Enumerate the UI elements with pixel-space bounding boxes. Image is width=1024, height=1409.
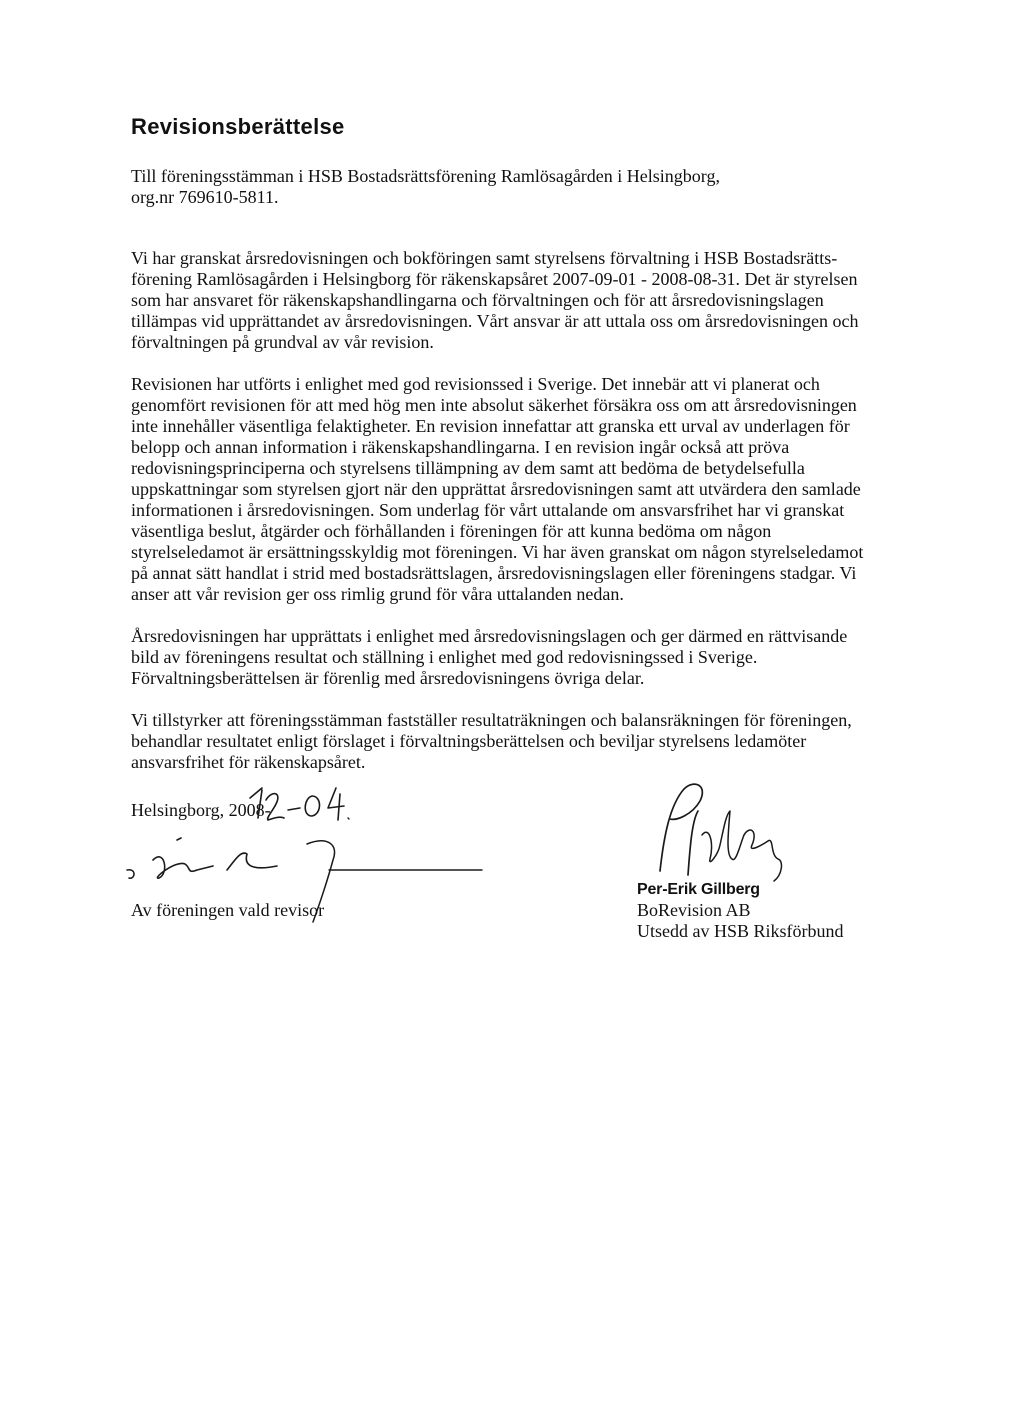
paragraph-line: Årsredovisningen har upprättats i enlighet med årsredovisningslagen och ger därmed en rättvisande [131, 626, 848, 646]
paragraph-line: Vi tillstyrker att föreningsstämman fastställer resultaträkningen och balansräkningen för föreningen, [131, 710, 852, 730]
paragraph-line: styrelseledamot är ersättningsskyldig mot föreningen. Vi har även granskat om någon styrelseledamot [131, 542, 864, 562]
paragraph-line: redovisningsprinciperna och styrelsens tillämpning av dem samt att bedöma de betydelsefulla [131, 458, 805, 478]
paragraph-line: inte innehåller väsentliga felaktigheter. En revision innefattar att granska ett urval av underlagen för [131, 416, 850, 436]
paragraph-line: uppskattningar som styrelsen gjort när den upprättat årsredovisningen samt att utvärdera den samlade [131, 479, 861, 499]
paragraph-line: Revisionen har utförts i enlighet med god revisionssed i Sverige. Det innebär att vi planerat och [131, 374, 820, 394]
paragraph-line: förvaltningen på grundval av vår revision. [131, 332, 434, 352]
paragraph-line: som har ansvaret för räkenskapshandlingarna och förvaltningen och för att årsredovisningslagen [131, 290, 824, 310]
paragraph-line: Vi har granskat årsredovisningen och bokföringen samt styrelsens förvaltning i HSB Bostadsrätts- [131, 248, 838, 268]
auditor-left-label: Av föreningen vald revisor [131, 900, 325, 920]
paragraph-recommendation [131, 710, 911, 773]
addressee-line: org.nr 769610-5811. [131, 187, 279, 207]
auditor-right-block [637, 880, 844, 942]
auditor-name: Per-Erik Gillberg [637, 881, 760, 898]
paragraph-opinion [131, 626, 911, 689]
paragraph-scope [131, 248, 911, 353]
auditor-role: Utsedd av HSB Riksförbund [637, 921, 844, 941]
document-title: Revisionsberättelse [131, 114, 345, 139]
auditor-company: BoRevision AB [637, 900, 751, 920]
paragraph-line: belopp och annan information i räkenskapshandlingarna. I en revision ingår också att pröva [131, 437, 790, 457]
auditor-signature-right [640, 775, 800, 885]
paragraph-line: anser att vår revision ger oss rimlig grund för våra uttalanden nedan. [131, 584, 624, 604]
paragraph-line: behandlar resultatet enligt förslaget i förvaltningsberättelsen och beviljar styrelsens ledamöter [131, 731, 807, 751]
handwritten-date [248, 778, 358, 828]
paragraph-line: på annat sätt handlat i strid med bostadsrättslagen, årsredovisningslagen eller föreningens stadgar. Vi [131, 563, 857, 583]
paragraph-line: Förvaltningsberättelsen är förenlig med årsredovisningens övriga delar. [131, 668, 645, 688]
paragraph-method [131, 374, 911, 605]
addressee [131, 166, 911, 208]
paragraph-line: förening Ramlösagården i Helsingborg för räkenskapsåret 2007-09-01 - 2008-08-31. Det är styrelsen [131, 269, 858, 289]
paragraph-line: väsentliga beslut, åtgärder och förhållanden i föreningen för att kunna bedöma om någon [131, 521, 772, 541]
paragraph-line: ansvarsfrihet för räkenskapsåret. [131, 752, 366, 772]
paragraph-line: genomfört revisionen för att med hög men inte absolut säkerhet försäkra oss om att årsredovisningen [131, 395, 857, 415]
paragraph-line: informationen i årsredovisningen. Som underlag för vårt uttalande om ansvarsfrihet har vi granskat [131, 500, 845, 520]
paragraph-line: bild av föreningens resultat och ställning i enlighet med god redovisningssed i Sverige. [131, 647, 758, 667]
place-date-printed: Helsingborg, 2008- [131, 800, 271, 820]
addressee-line: Till föreningsstämman i HSB Bostadsrättsförening Ramlösagården i Helsingborg, [131, 166, 720, 186]
paragraph-line: tillämpas vid upprättandet av årsredovisningen. Vårt ansvar är att uttala oss om årsredovisningen och [131, 311, 859, 331]
